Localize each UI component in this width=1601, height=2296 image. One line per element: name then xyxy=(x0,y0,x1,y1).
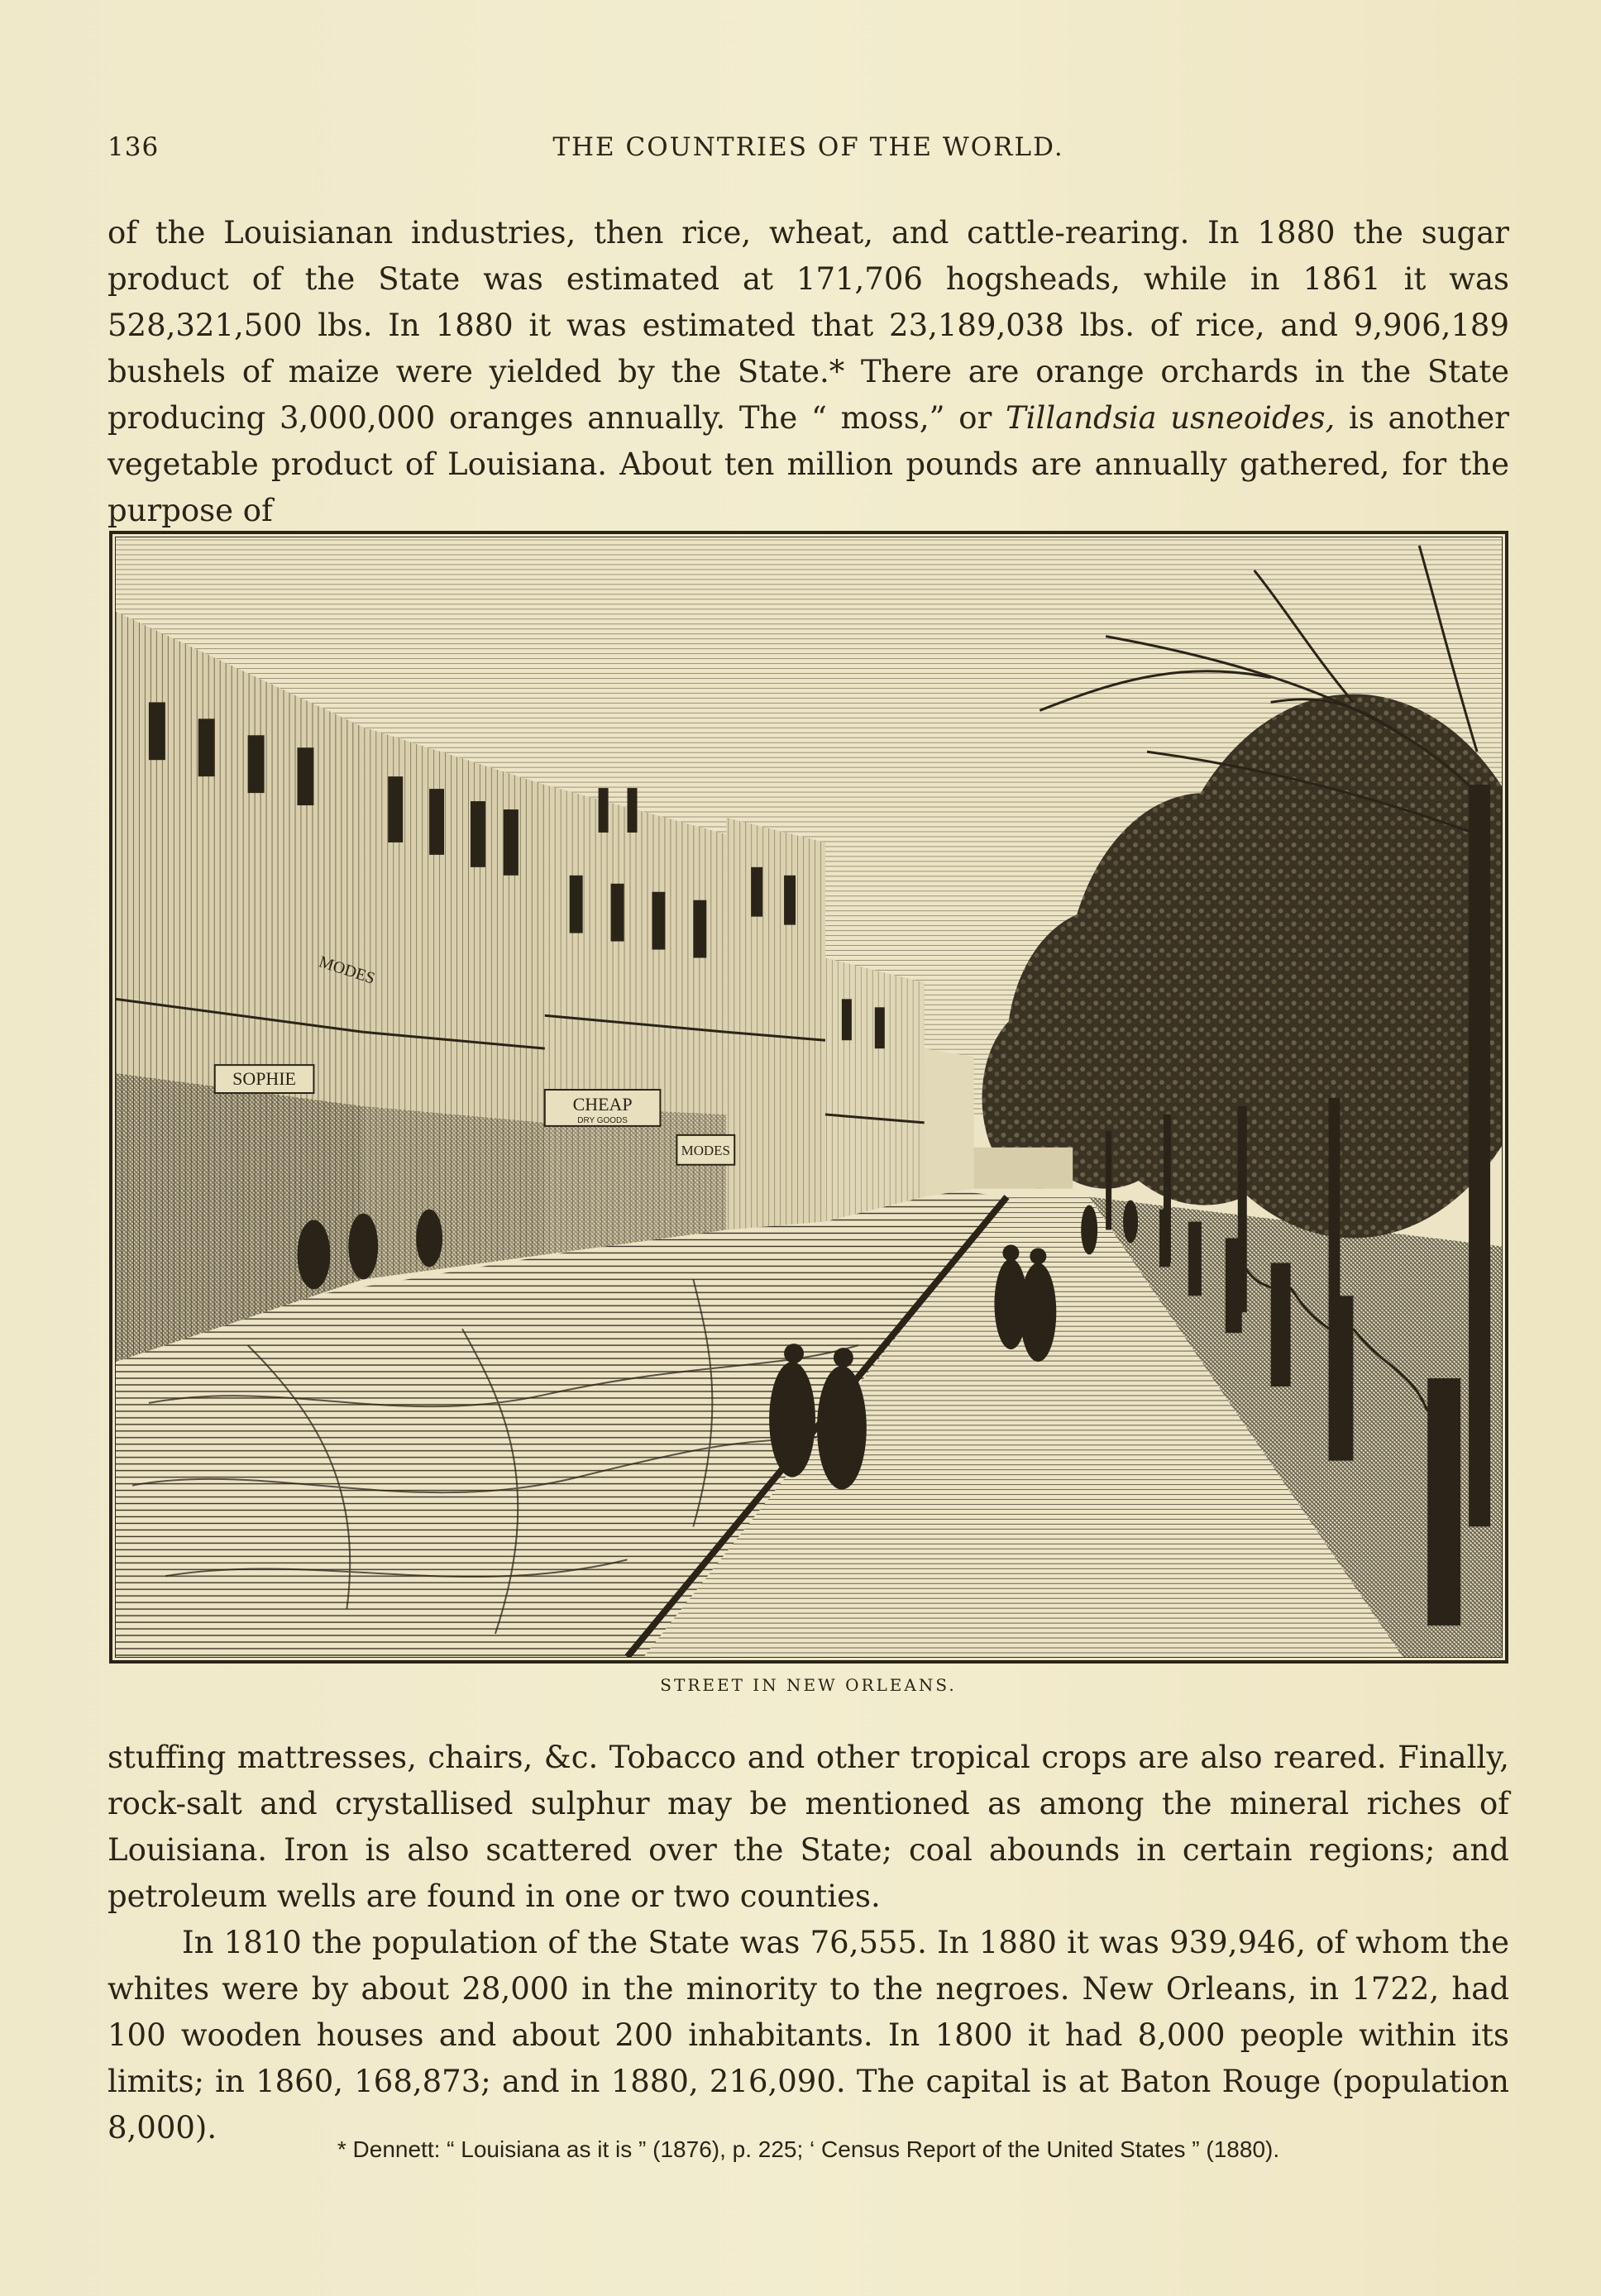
paragraph-top-text-a: of the Louisianan industries, then rice, wheat, and cattle-rearing. In 1880 the sugar product of the State was estimated at 171,706 hogsheads, while in 1861 it was 528,321,500 lbs. In 1880 it was estimated that 23,189,038 lbs. of rice, and 9,906,189 bushels of maize were yielded by the State.* There are orange orchards in the State producing 3,000,000 oranges annually. The “ moss,” or xyxy=(108,215,1509,436)
page-number: 136 xyxy=(108,132,160,162)
sign-sophie: SOPHIE xyxy=(232,1068,296,1090)
paragraph-after-figure-1-text: stuffing mattresses, chairs, &c. Tobacco and other tropical crops are also reared. Finally, rock-salt and crystallised sulphur may be mentioned as among the mineral riches of Louisiana. Iron is also scattered over the State; coal abounds in certain regions; and petroleum wells are found in one or two counties. xyxy=(108,1740,1509,1914)
sign-dry-goods: DRY GOODS xyxy=(577,1115,628,1125)
footnote: * Dennett: “ Louisiana as it is ” (1876), p. 225; ‘ Census Report of the United States ” (1880). xyxy=(337,2136,1280,2162)
sign-modes: MODES xyxy=(316,952,378,988)
running-title: THE COUNTRIES OF THE WORLD. xyxy=(552,132,1064,162)
sign-modes-2: MODES xyxy=(681,1142,730,1158)
paragraph-top-italic: Tillandsia usneoides, xyxy=(1005,400,1336,436)
figure-caption: STREET IN NEW ORLEANS. xyxy=(660,1675,957,1695)
paragraph-after-figure-1 xyxy=(108,1735,1509,1920)
paragraph-after-figure-2 xyxy=(108,1920,1509,2151)
paragraph-after-figure-2-text: In 1810 the population of the State was 76,555. In 1880 it was 939,946, of whom the whites were by about 28,000 in the minority to the negroes. New Orleans, in 1722, had 100 wooden houses and about 200 inhabitants. In 1800 it had 8,000 people within its limits; in 1860, 168,873; and in 1880, 216,090. The capital is at Baton Rouge (population 8,000). xyxy=(108,1925,1509,2146)
running-head xyxy=(108,132,1509,170)
street-engraving xyxy=(116,537,1502,1657)
illustration-frame xyxy=(109,531,1508,1664)
sign-cheap: CHEAP xyxy=(572,1093,633,1115)
paragraph-top-text-b: is another vegetable product of Louisiana. About ten million pounds are annually gathered, for the purpose of xyxy=(108,400,1509,528)
illustration xyxy=(115,537,1503,1658)
paragraph-top xyxy=(108,210,1509,534)
